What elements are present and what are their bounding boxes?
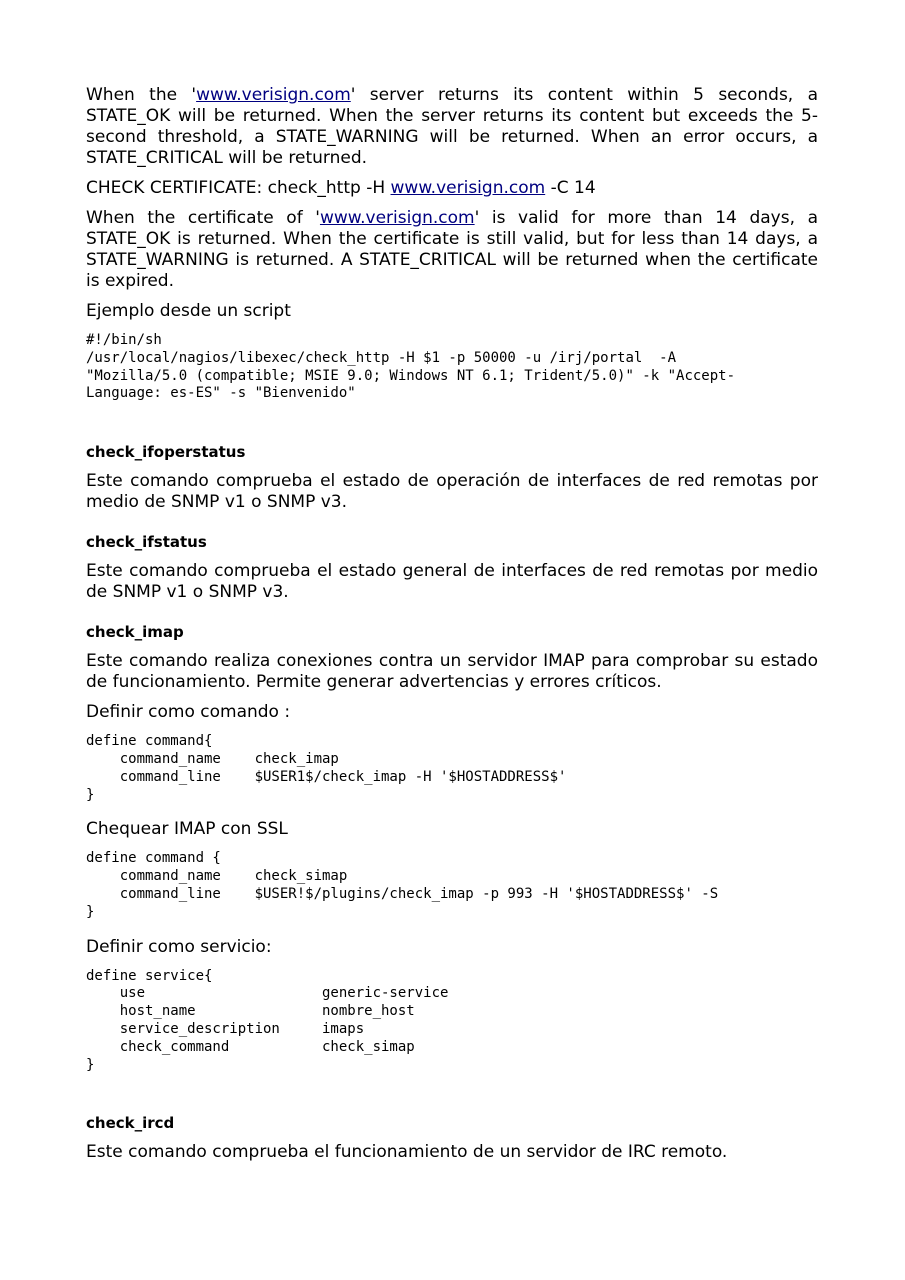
service-definition-code-block: define service{ use generic-service host_name nombre_host service_description imaps check_command check_simap } [86, 967, 449, 1073]
heading-check-ircd: check_ircd [86, 1114, 175, 1133]
script-example-label: Ejemplo desde un script [86, 301, 291, 321]
heading-check-ifstatus: check_ifstatus [86, 533, 207, 552]
ifstatus-description: Este comando comprueba el estado general de interfaces de red remotas por medio de SNMP v1 o SNMP v3. [86, 561, 818, 603]
verisign-timing-paragraph [86, 85, 818, 169]
text: When the ' [86, 85, 197, 105]
verisign-link[interactable]: www.verisign.com [390, 178, 546, 198]
text: ' is valid for more than 14 days, a STATE_OK is returned. When the certificate is still valid, but for less than 14 days, a STATE_WARNING is returned. A STATE_CRITICAL will be returned when the certificate is expired. [86, 208, 818, 291]
define-command-label: Definir como comando : [86, 702, 291, 723]
ircd-description: Este comando comprueba el funcionamiento de un servidor de IRC remoto. [86, 1142, 728, 1163]
imap-command-code-block: define command{ command_name check_imap command_line $USER1$/check_imap -H '$HOSTADDRESS$' } [86, 733, 567, 803]
text: CHECK CERTIFICATE: check_http -H [86, 178, 391, 198]
page-content [86, 85, 818, 1163]
text: ' server returns its content within 5 seconds, a STATE_OK will be returned. When the server returns its content but exceeds the 5-second threshold, a STATE_WARNING will be returned. When an error occurs, a STATE_CRITICAL will be returned. [86, 85, 818, 168]
verisign-link[interactable]: www.verisign.com [319, 208, 475, 228]
heading-check-ifoperstatus: check_ifoperstatus [86, 443, 246, 462]
certificate-paragraph [86, 208, 818, 292]
text: When the certificate of ' [86, 208, 320, 228]
simap-command-code-block: define command { command_name check_simap command_line $USER!$/plugins/check_imap -p 993 -H '$HOSTADDRESS$' -S } [86, 850, 719, 920]
imap-description: Este comando realiza conexiones contra un servidor IMAP para comprobar su estado de funcionamiento. Permite generar advertencias y errores críticos. [86, 651, 818, 693]
ifoperstatus-description: Este comando comprueba el estado de operación de interfaces de red remotas por medio de SNMP v1 o SNMP v3. [86, 471, 818, 513]
check-certificate-line [86, 178, 818, 199]
script-code-block: #!/bin/sh /usr/local/nagios/libexec/check_http -H $1 -p 50000 -u /irj/portal -A "Mozilla/5.0 (compatible; MSIE 9.0; Windows NT 6.1; Trident/5.0)" -k "Accept- Language: es-ES" -s "Bienvenido" [86, 332, 736, 402]
verisign-link[interactable]: www.verisign.com [196, 85, 351, 105]
define-service-label: Definir como servicio: [86, 936, 272, 957]
text: -C 14 [545, 178, 596, 198]
imap-ssl-label: Chequear IMAP con SSL [86, 819, 288, 840]
heading-check-imap: check_imap [86, 623, 184, 642]
